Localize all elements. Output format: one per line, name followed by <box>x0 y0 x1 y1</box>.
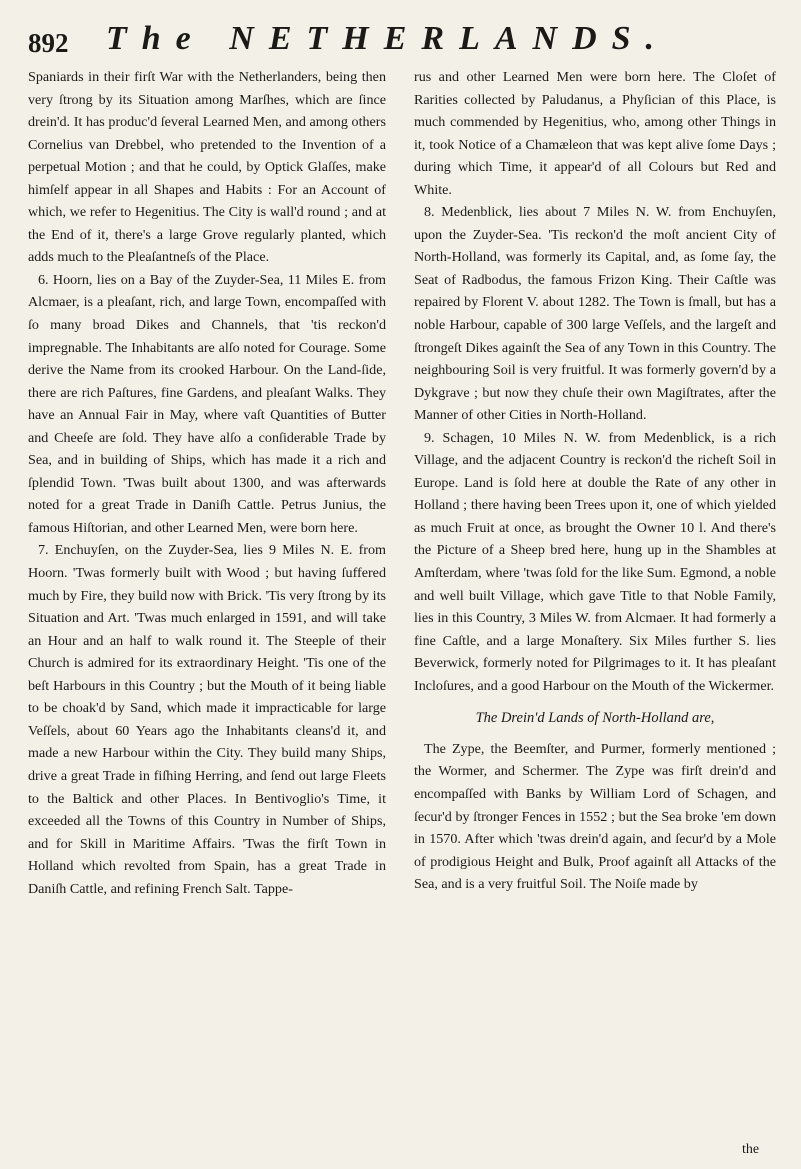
page-number: 892 <box>28 28 69 58</box>
running-title: The NETHERLANDS. <box>106 20 670 57</box>
section-heading-drained-lands: The Drein'd Lands of North-Holland are, <box>475 710 715 727</box>
catchword: the <box>742 1142 760 1157</box>
paragraph-medenblick: 8. Medenblick, lies about 7 Miles N. W. from Enchuyſen, upon the Zuyder-Sea. 'Tis reckon'd the moſt ancient City of North-Holland, was formerly its Capital, and, as ſome ſay, the Seat of Radbodus, the famous Frizon King. Their Caſtle was repaired by Florent V. about 1282. The Town is ſmall, but has a noble Harbour, capable of 300 large Veſſels, and the largeſt and ſtrongeſt Dikes againſt the Sea of any Town in this Country. The neighbouring Soil is very fruitful. It was formerly govern'd by a Dykgrave ; but now they chuſe their own Magiſtrates, after the Manner of other Cities in North-Holland. <box>414 204 776 424</box>
page-header <box>28 18 788 68</box>
paragraph-spaniards: Spaniards in their firſt War with the Netherlanders, being then very ſtrong by its Situation among Marſhes, which are ſince drein'd. It has produc'd ſeveral Learned Men, and among others Cornelius van Drebbel, who pretended to the Invention of a perpetual Motion ; and that he could, by Optick Glaſſes, make himſelf appear in all Shapes and Habits : For an Account of which, we refer to Hegenitius. The City is wall'd round ; and at the End of it, there's a large Grove regularly planted, which adds much to the Pleaſantneſs of the Place. <box>28 69 386 266</box>
paragraph-zype: The Zype, the Beemſter, and Purmer, formerly mentioned ; the Wormer, and Schermer. The Zype was firſt drein'd and encompaſſed with Banks by William Lord of Schagen, and ſecur'd by ſtronger Fences in 1552 ; but the Sea broke 'em down in 1570. After which 'twas drein'd again, and ſecur'd by a Mole of prodigious Height and Bulk, Proof againſt all Attacks of the Sea, and is a very fruitful Soil. The Noiſe made by <box>414 740 776 893</box>
paragraph-enchuysen: 7. Enchuyſen, on the Zuyder-Sea, lies 9 Miles N. E. from Hoorn. 'Twas formerly built with Wood ; but having ſuffered much by Fire, they build now with Brick. 'Tis very ſtrong by its Situation and Art. 'Twas much enlarged in 1591, and will take an Hour and an half to walk round it. The Steeple of their Church is admired for its extraordinary Height. 'Tis one of the beſt Harbours in this Country ; but the Mouth of it being liable to be choak'd by Sand, which made it impracticable for large Veſſels, about 60 Years ago the Inhabitants cleans'd it, and made a new Harbour within the City. They build many Ships, drive a great Trade in fiſhing Herring, and ſend out large Fleets to the Baltick and other Places. In Bentivoglio's Time, it exceeded all the Towns of this Country in Number of Ships, and for Skill in Maritime Affairs. 'Twas the firſt Town in Holland which revolted from Spain, has a great Trade in Daniſh Cattle, and refining French Salt. Tappe- <box>28 542 386 897</box>
paragraph-hoorn: 6. Hoorn, lies on a Bay of the Zuyder-Sea, 11 Miles E. from Alcmaer, is a pleaſant, rich, and large Town, encompaſſed with ſo many broad Dikes and Channels, that 'tis reckon'd impregnable. The Inhabitants are alſo noted for Courage. Some derive the Name from its crooked Harbour. On the Land-ſide, there are rich Paſtures, fine Gardens, and pleaſant Walks. They have an Annual Fair in May, where vaſt Quantities of Butter and Cheeſe are ſold. They have alſo a conſiderable Trade by Sea, and in building of Ships, which has made it a rich and ſplendid Town. 'Twas built about 1300, and was afterwards noted for a great Trade in Daniſh Cattle. Petrus Junius, the famous Hiſtorian, and other Learned Men, were born here. <box>28 271 386 536</box>
right-column <box>414 66 776 1156</box>
left-column <box>28 66 386 1156</box>
paragraph-paludanus: rus and other Learned Men were born here. The Cloſet of Rarities collected by Paludanus, a Phyſician of this Place, is much commended by Hegenitius, who, among other Things in it, took Notice of a Chamæleon that was kept alive ſome Days ; during which Time, it appear'd of all Colours but Red and White. <box>414 69 776 198</box>
paragraph-schagen: 9. Schagen, 10 Miles N. W. from Medenblick, is a rich Village, and the adjacent Country is reckon'd the richeſt Soil in Europe. Land is ſold here at double the Rate of any other in Holland ; there having been Trees upon it, one of which yielded as much Fruit at once, as brought the Owner 10 l. And there's the Picture of a Sheep bred here, hung up in the Shambles at Amſterdam, where 'twas ſold for the like Sum. Egmond, a noble and well built Village, which gave Title to that Noble Family, lies in this Country, 3 Miles W. from Alcmaer. It had formerly a fine Caſtle, and a large Monaſtery. Six Miles further S. lies Beverwick, formerly noted for Pilgrimages to it. It has pleaſant Incloſures, and a good Harbour on the Mouth of the Wickermer. <box>414 429 776 694</box>
